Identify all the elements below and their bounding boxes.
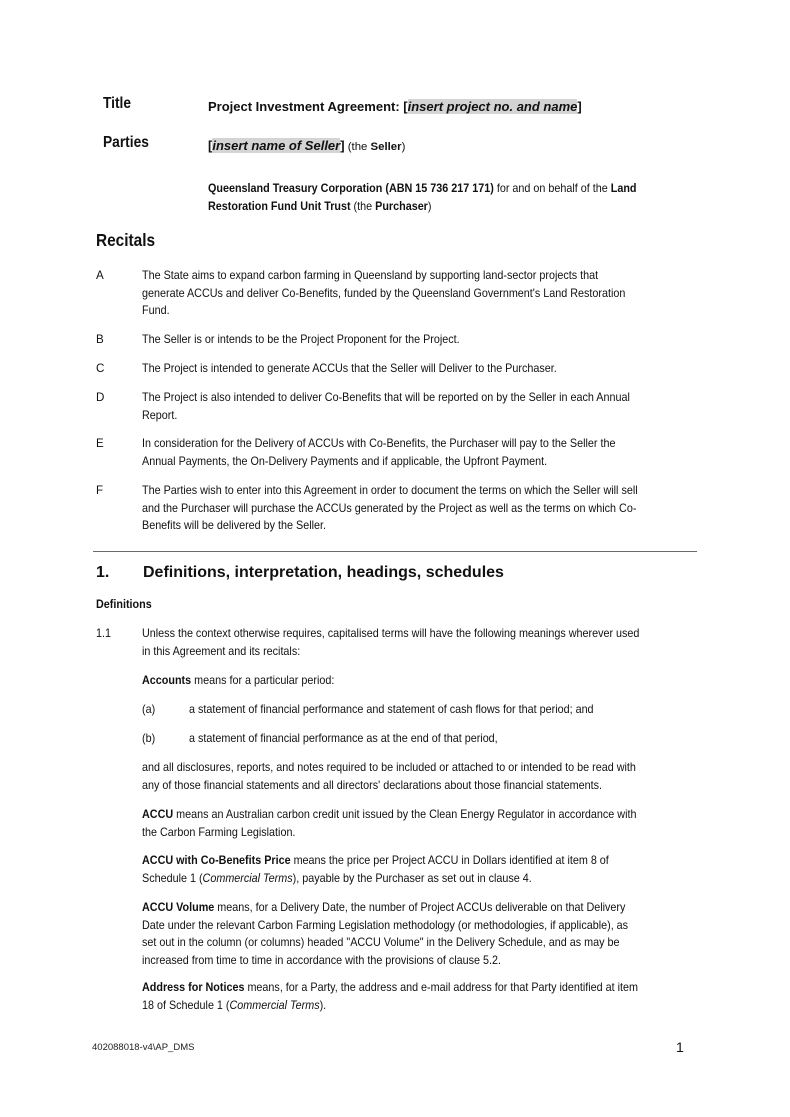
- definition-address-for-notices: Address for Notices means, for a Party, the address and e-mail address for that Party identified at item 18 of Schedule 1 (Commercial Terms).: [142, 981, 639, 1012]
- party-purchaser: Queensland Treasury Corporation (ABN 15 736 217 171) for and on behalf of the Land Restoration Fund Unit Trust (the Purchaser): [208, 182, 637, 213]
- section-1-number: 1.: [96, 564, 110, 581]
- definition-accounts: Accounts means for a particular period:: [142, 674, 335, 687]
- party-seller: [insert name of Seller] (the Seller): [208, 138, 406, 153]
- definitions-subheading: Definitions: [96, 598, 152, 611]
- title-suffix: ]: [577, 99, 582, 114]
- definition-accu-volume: ACCU Volume means, for a Delivery Date, the number of Project ACCUs deliverable on that Delivery Date under the relevant Carbon Farming Legislation methodology (or methodologies, if applicable), as set out in the column (or columns) headed "ACCU Volume" in the Delivery Schedule, and as may be increased from time to time in accordance with the provisions of clause 5.2.: [142, 901, 629, 967]
- title-prefix: Project Investment Agreement: [: [208, 99, 408, 114]
- title-label: Title: [103, 95, 132, 112]
- definition-accu: ACCU means an Australian carbon credit unit issued by the Clean Energy Regulator in accordance with the Carbon Farming Legislation.: [142, 808, 637, 839]
- parties-label: Parties: [103, 134, 149, 151]
- agreement-title: [208, 98, 582, 116]
- section-1-heading: Definitions, interpretation, headings, schedules: [143, 564, 504, 581]
- section-divider: [93, 551, 697, 552]
- recitals-heading: Recitals: [96, 230, 156, 250]
- seller-role: Seller: [370, 141, 402, 153]
- page-number: 1: [676, 1039, 684, 1055]
- document-id: 402088018-v4\AP_DMS: [92, 1042, 195, 1053]
- definition-accu-price: ACCU with Co-Benefits Price means the price per Project ACCU in Dollars identified at item 8 of Schedule 1 (Commercial Terms), payable by the Purchaser as set out in clause 4.: [142, 854, 609, 885]
- accounts-tail: and all disclosures, reports, and notes required to be included or attached to or intended to be read with any of those financial statements and all directors' declarations about those financial statements.: [142, 761, 636, 792]
- seller-placeholder[interactable]: insert name of Seller: [212, 138, 341, 153]
- purchaser-role: Purchaser: [375, 199, 428, 213]
- title-placeholder[interactable]: insert project no. and name: [407, 99, 578, 114]
